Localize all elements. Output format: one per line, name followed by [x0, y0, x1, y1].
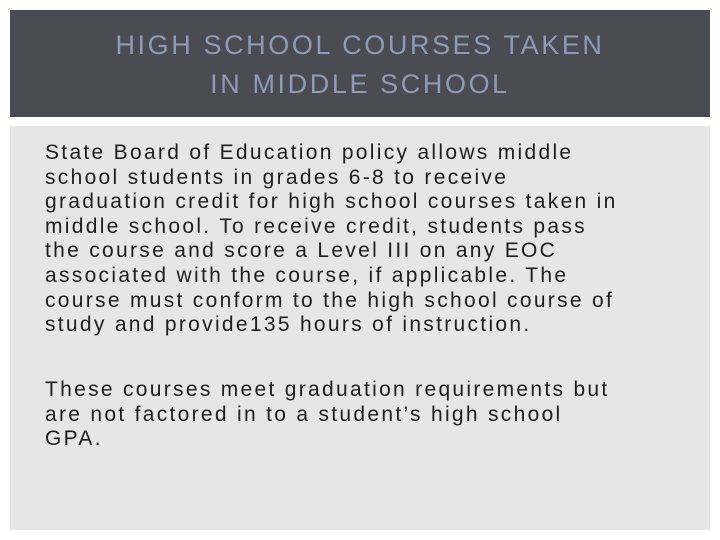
policy-line-4: middle school. To receive credit, students pass [45, 214, 587, 238]
title-band [10, 10, 710, 117]
gpa-line-1: These courses meet graduation requirements but [45, 378, 610, 401]
policy-paragraph [45, 141, 618, 338]
gpa-line-3: GPA. [45, 427, 103, 451]
policy-line-7: course must conform to the high school course of [45, 288, 615, 312]
policy-line-3: graduation credit for high school courses taken in [45, 190, 618, 214]
policy-line-2: school students in grades 6-8 to receive [45, 165, 509, 189]
slide-title [115, 26, 604, 104]
slide-title-line-2: IN MIDDLE SCHOOL [210, 68, 510, 99]
policy-line-8: study and provide135 hours of instruction. [45, 313, 532, 337]
policy-line-1: State Board of Education policy allows middle [45, 141, 574, 164]
policy-line-6: associated with the course, if applicable. The [45, 263, 569, 287]
gpa-paragraph [45, 378, 610, 452]
gpa-line-2: are not factored in to a student’s high school [45, 402, 563, 426]
body-panel [10, 126, 710, 530]
policy-line-5: the course and score a Level III on any EOC [45, 239, 558, 263]
slide-title-line-1: HIGH SCHOOL COURSES TAKEN [115, 29, 605, 60]
